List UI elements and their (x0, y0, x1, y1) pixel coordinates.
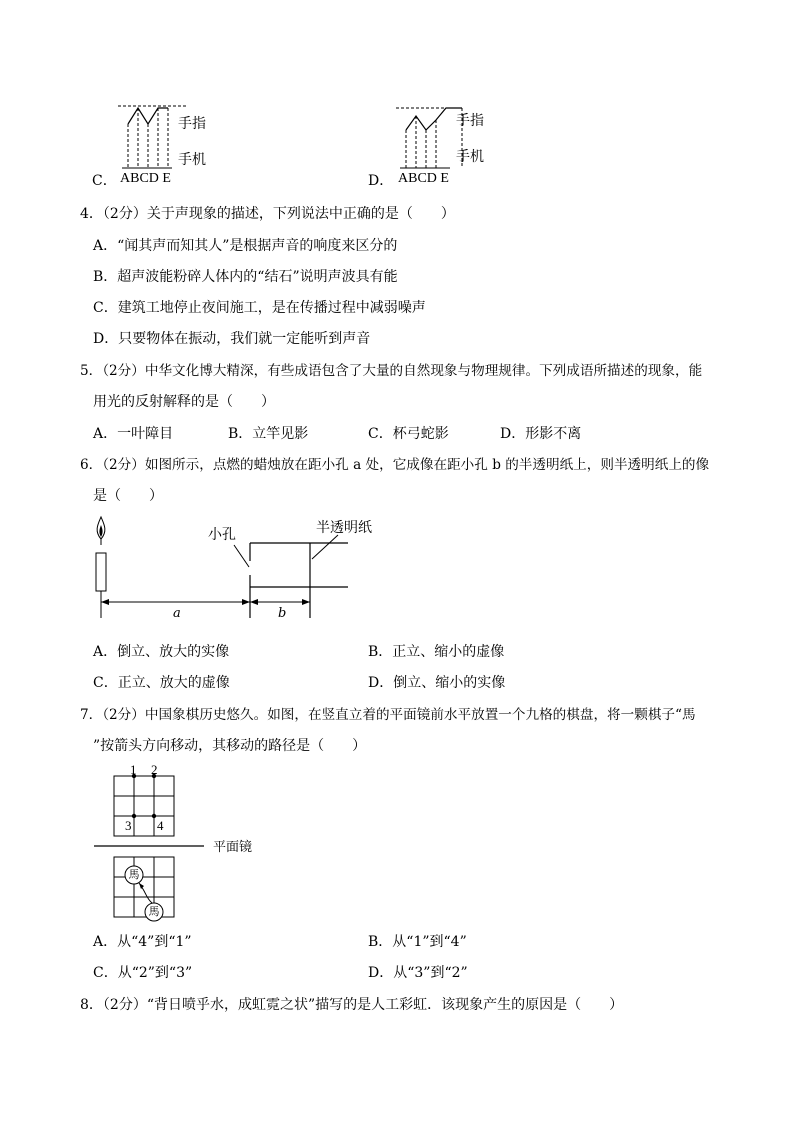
candle (96, 553, 106, 591)
q3-d-letter: D． (368, 173, 394, 189)
q3-c-label-top: 手指 (178, 116, 206, 132)
q6-dist-a: a (173, 606, 181, 621)
chess-mirror-diagram (94, 760, 214, 925)
q6-stem-line1: 6．（2分）如图所示，点燃的蜡烛放在距小孔 a 处，它成像在距小孔 b 的半透明纸上，则半透明纸上的像 (80, 457, 710, 473)
q7-num-3: 3 (125, 818, 132, 833)
q7-option-b: B．从“1”到“4” (368, 934, 467, 950)
q7-num-1: 1 (130, 762, 137, 777)
q5-stem-line1: 5．（2分）中华文化博大精深，有些成语包含了大量的自然现象与物理规律。下列成语所描述的现象，能 (80, 363, 703, 379)
q3-d-label-bottom: 手机 (456, 149, 484, 165)
q7-stem-line2: ”按箭头方向移动，其移动的路径是（ ） (93, 738, 367, 754)
q7-num-2: 2 (151, 762, 158, 777)
q7-num-4: 4 (157, 818, 164, 833)
q6-option-b: B．正立、缩小的虚像 (368, 644, 505, 660)
q6-option-c: C．正立、放大的虚像 (93, 675, 230, 691)
q7-option-a: A．从“4”到“1” (93, 934, 192, 950)
horse-piece-start-label: 馬 (148, 905, 160, 918)
q7-figure (94, 760, 214, 925)
q5-option-d: D．形影不离 (500, 426, 582, 442)
q3-d-axis: ABCD E (398, 171, 449, 186)
q4-option-d: D．只要物体在振动，我们就一定能听到声音 (93, 331, 371, 347)
q7-mirror-label: 平面镜 (213, 840, 253, 855)
q4-option-b: B．超声波能粉碎人体内的“结石”说明声波具有能 (93, 269, 398, 285)
q3-c-letter: C． (92, 173, 117, 189)
q7-option-c: C．从“2”到“3” (93, 965, 193, 981)
q6-option-d: D．倒立、缩小的实像 (368, 675, 506, 691)
q4-option-c: C．建筑工地停止夜间施工，是在传播过程中减弱噪声 (93, 300, 426, 316)
q5-option-b: B．立竿见影 (228, 426, 309, 442)
horse-piece-end-label: 馬 (128, 868, 140, 881)
q6-stem-line2: 是（ ） (93, 488, 163, 504)
q5-option-a: A．一叶障目 (93, 426, 174, 442)
q6-paper-label: 半透明纸 (316, 520, 372, 536)
q4-option-a: A．“闻其声而知其人”是根据声音的响度来区分的 (93, 238, 398, 254)
q8-stem: 8．（2分）“背日喷乎水，成虹霓之状”描写的是人工彩虹．该现象产生的原因是（ ） (80, 997, 624, 1013)
q5-option-c: C．杯弓蛇影 (368, 426, 449, 442)
q6-hole-label: 小孔 (208, 527, 236, 543)
q6-option-a: A．倒立、放大的实像 (93, 644, 230, 660)
q6-dist-b: b (278, 606, 287, 621)
q7-stem-line1: 7．（2分）中国象棋历史悠久。如图，在竖直立着的平面镜前水平放置一个九格的棋盘，将一颗棋子“馬 (80, 707, 696, 723)
q3-c-axis: ABCD E (120, 171, 171, 186)
q5-stem-line2: 用光的反射解释的是（ ） (93, 394, 275, 410)
q3-d-label-top: 手指 (456, 113, 484, 129)
q7-option-d: D．从“3”到“2” (368, 965, 468, 981)
q3-c-label-bottom: 手机 (178, 152, 206, 168)
q4-stem: 4．（2分）关于声现象的描述，下列说法中正确的是（ ） (80, 206, 455, 222)
